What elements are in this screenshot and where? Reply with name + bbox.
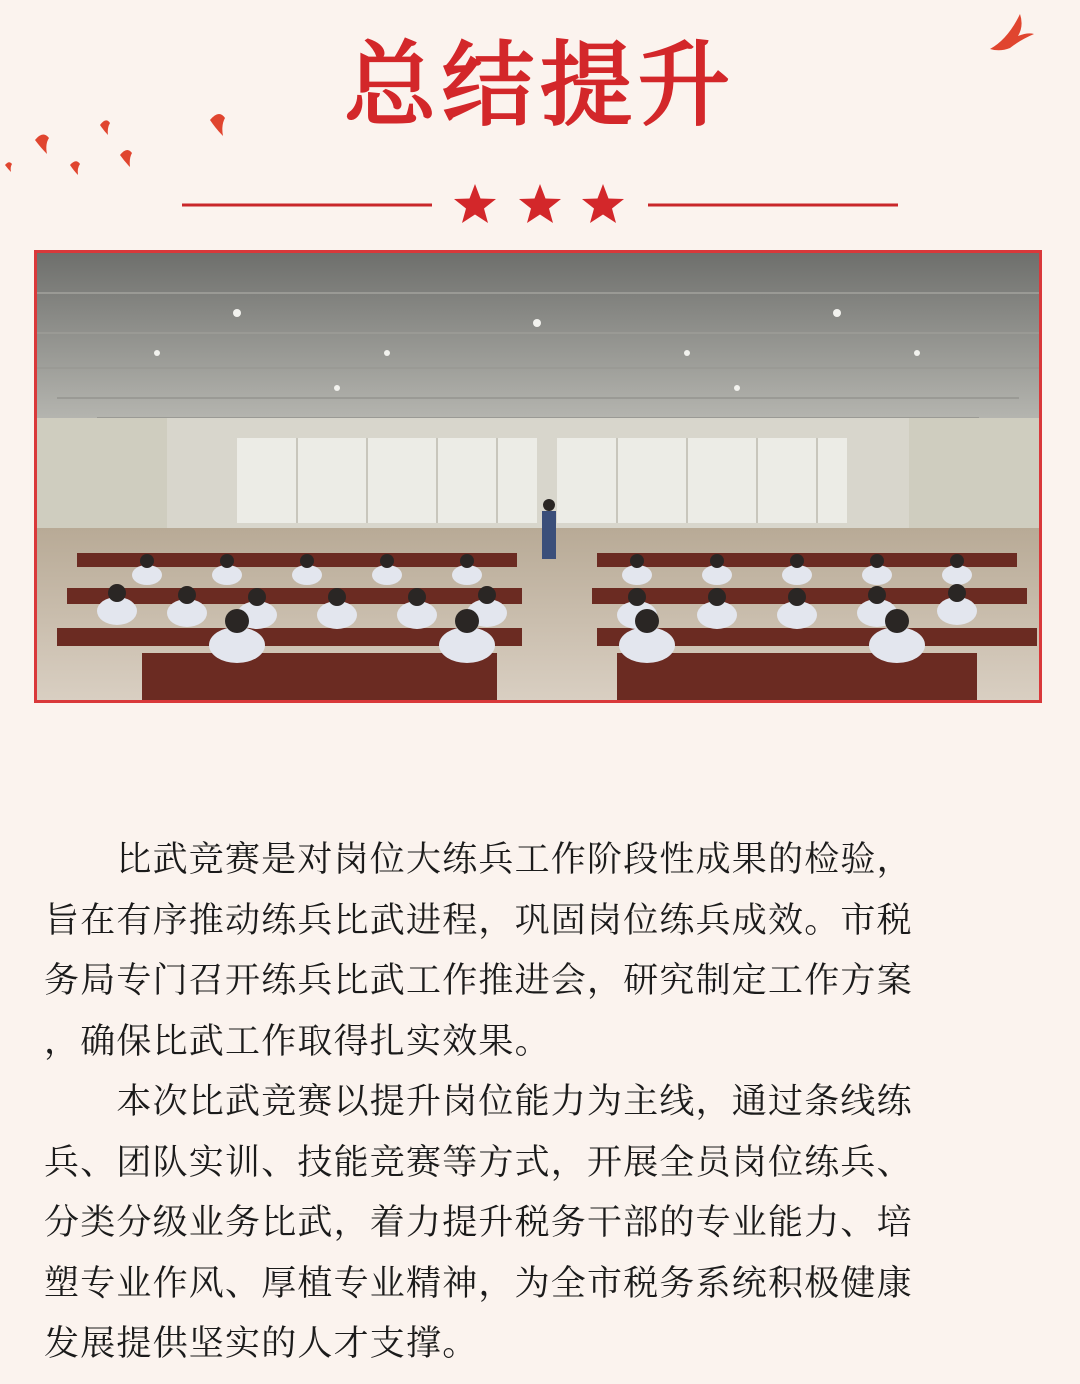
photo-illustration: [37, 253, 1039, 700]
paragraph-2-line-1: 本次比武竞赛以提升岗位能力为主线，通过条线练: [44, 1082, 913, 1122]
star-divider: [0, 180, 1080, 230]
paragraph-1-line-2: 旨在有序推动练兵比武进程，巩固岗位练兵成效。市税: [44, 900, 913, 941]
paragraph-2-line-5: 发展提供坚实的人才支撑。: [44, 1324, 479, 1364]
paragraph-2-line-4: 塑专业作风、厚植专业精神，为全市税务系统积极健康: [44, 1263, 913, 1304]
article-body: [44, 830, 1034, 1375]
paragraph-1-line-3: 务局专门召开练兵比武工作推进会，研究制定工作方案: [44, 961, 913, 1001]
paragraph-2-line-3: 分类分级业务比武，着力提升税务干部的专业能力、培: [44, 1203, 913, 1243]
paragraph-1-line-4: ，确保比武工作取得扎实效果。: [44, 1021, 551, 1062]
paragraph-2-line-2: 兵、团队实训、技能竞赛等方式，开展全员岗位练兵、: [44, 1142, 913, 1183]
bird-icon: [5, 114, 225, 175]
star-icon: [519, 184, 561, 223]
star-icon: [582, 184, 624, 223]
star-icon: [454, 184, 496, 223]
meeting-room-photo: [34, 250, 1042, 703]
bird-icon: [980, 4, 1040, 64]
page-title: 总结提升: [343, 31, 736, 139]
paragraph-1-line-1: 比武竞赛是对岗位大练兵工作阶段性成果的检验，: [44, 840, 913, 880]
